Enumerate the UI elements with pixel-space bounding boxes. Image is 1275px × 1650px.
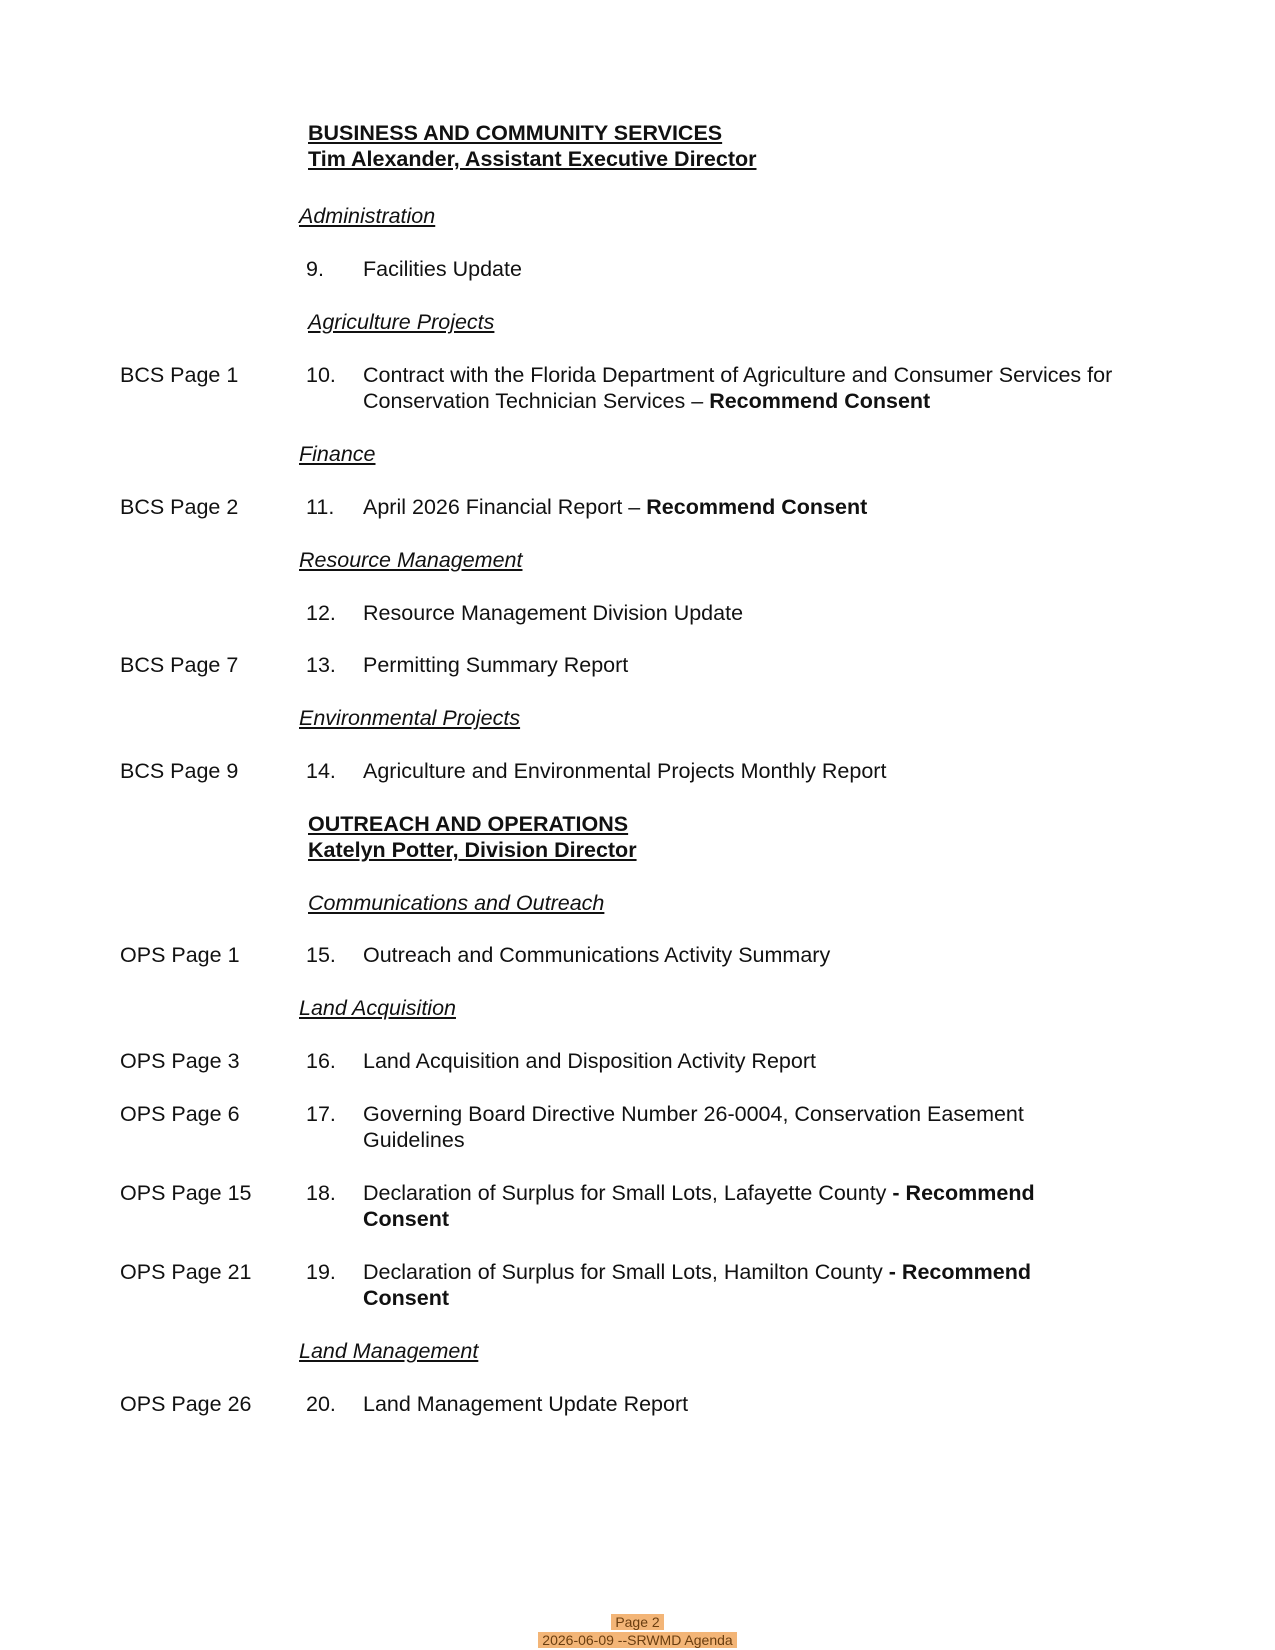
- page-reference: OPS Page 1: [120, 943, 240, 967]
- item-text: Governing Board Directive Number 26-0004, Conservation Easement Guidelines: [363, 1102, 1024, 1152]
- page-reference: BCS Page 7: [120, 653, 239, 677]
- page-reference: OPS Page 21: [120, 1260, 252, 1284]
- item-text: Land Acquisition and Disposition Activity Report: [363, 1049, 816, 1073]
- item-text: Land Management Update Report: [363, 1392, 689, 1416]
- page-reference: BCS Page 9: [120, 759, 239, 783]
- recommendation: - Recommend Consent: [363, 1260, 1031, 1310]
- subsection-heading: Land Acquisition: [299, 996, 456, 1020]
- page-reference: OPS Page 3: [120, 1049, 240, 1073]
- section-lead: Tim Alexander, Assistant Executive Director: [308, 147, 757, 171]
- page-number: Page 2: [611, 1614, 663, 1630]
- item-text: Permitting Summary Report: [363, 653, 629, 677]
- item-number: 14.: [306, 759, 336, 783]
- document-footer: [0, 1632, 1275, 1649]
- subsection-heading: Land Management: [299, 1339, 479, 1363]
- section-title: BUSINESS AND COMMUNITY SERVICES: [308, 121, 723, 145]
- item-number: 17.: [306, 1102, 336, 1126]
- page-reference: OPS Page 15: [120, 1181, 252, 1205]
- item-text: Declaration of Surplus for Small Lots, Lafayette County - Recommend Consent: [363, 1181, 1035, 1231]
- section-lead: Katelyn Potter, Division Director: [308, 838, 637, 862]
- page-reference: BCS Page 1: [120, 363, 239, 387]
- page-number-footer: [0, 1614, 1275, 1631]
- section-title: OUTREACH AND OPERATIONS: [308, 812, 629, 836]
- item-number: 9.: [306, 257, 324, 281]
- page-reference: OPS Page 6: [120, 1102, 240, 1126]
- recommendation: Recommend Consent: [709, 389, 931, 413]
- item-number: 18.: [306, 1181, 336, 1205]
- item-text: Resource Management Division Update: [363, 601, 744, 625]
- subsection-heading: Finance: [299, 442, 376, 466]
- item-text: Declaration of Surplus for Small Lots, Hamilton County - Recommend Consent: [363, 1260, 1031, 1310]
- item-number: 15.: [306, 943, 336, 967]
- item-number: 16.: [306, 1049, 336, 1073]
- page-reference: BCS Page 2: [120, 495, 239, 519]
- item-number: 19.: [306, 1260, 336, 1284]
- item-text: Agriculture and Environmental Projects Monthly Report: [363, 759, 887, 783]
- item-number: 10.: [306, 363, 336, 387]
- item-number: 11.: [306, 495, 335, 519]
- subsection-heading: Agriculture Projects: [308, 310, 495, 334]
- item-text: Facilities Update: [363, 257, 522, 281]
- item-text: Outreach and Communications Activity Summary: [363, 943, 831, 967]
- recommendation: Recommend Consent: [646, 495, 868, 519]
- item-text: April 2026 Financial Report – Recommend Consent: [363, 495, 868, 519]
- item-number: 20.: [306, 1392, 336, 1416]
- subsection-heading: Environmental Projects: [299, 706, 521, 730]
- recommendation: - Recommend Consent: [363, 1181, 1035, 1231]
- item-number: 12.: [306, 601, 336, 625]
- item-number: 13.: [306, 653, 336, 677]
- subsection-heading: Administration: [299, 204, 436, 228]
- subsection-heading: Communications and Outreach: [308, 891, 605, 915]
- subsection-heading: Resource Management: [299, 548, 523, 572]
- page-reference: OPS Page 26: [120, 1392, 252, 1416]
- item-text: Contract with the Florida Department of Agriculture and Consumer Services for Conservation Technician Services – Recommend Consent: [363, 363, 1113, 413]
- document-label: 2026-06-09 --SRWMD Agenda: [538, 1632, 736, 1648]
